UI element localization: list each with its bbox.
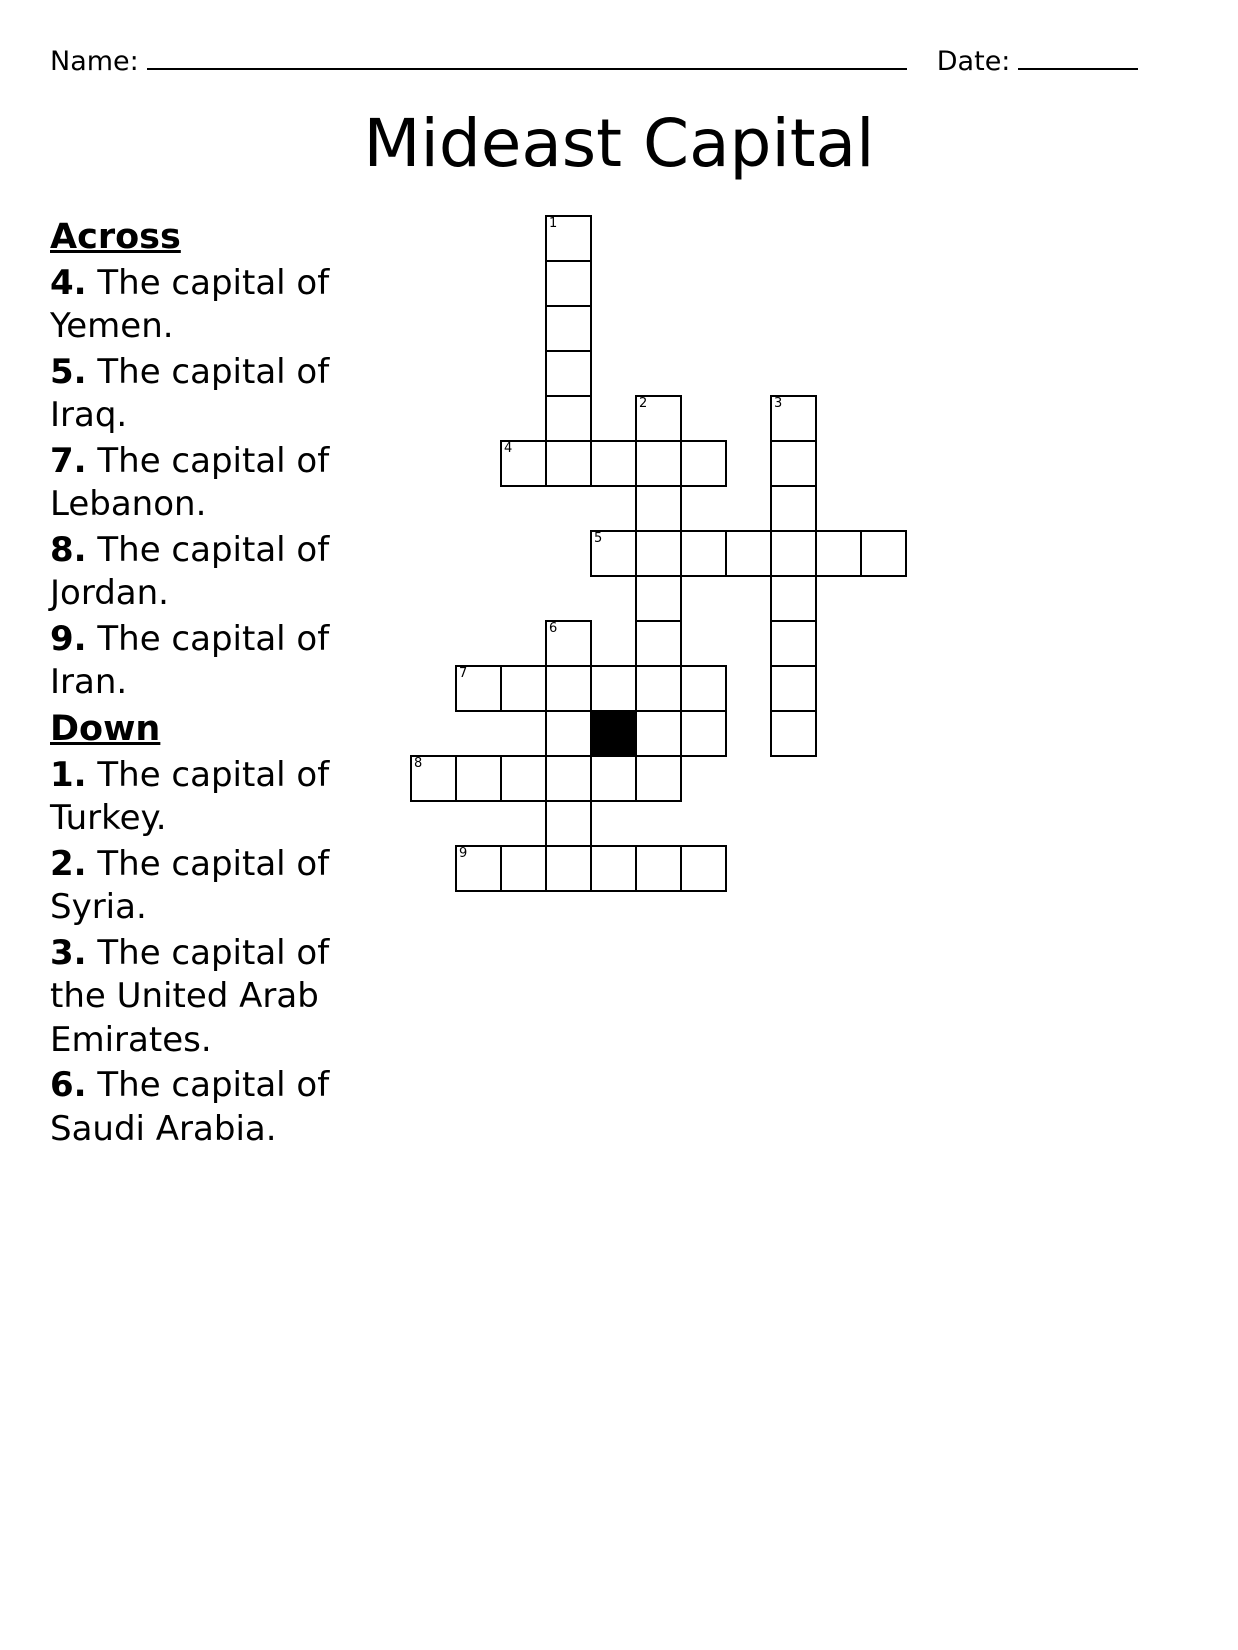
grid-cell-number: 8 bbox=[414, 756, 423, 771]
grid-cell[interactable] bbox=[545, 395, 592, 442]
grid-cell[interactable] bbox=[635, 620, 682, 667]
grid-cell[interactable] bbox=[590, 440, 637, 487]
clue-text: The capital of Saudi Arabia. bbox=[50, 1065, 330, 1149]
grid-cell[interactable] bbox=[635, 395, 682, 442]
grid-cell[interactable] bbox=[770, 440, 817, 487]
grid-cell[interactable] bbox=[635, 845, 682, 892]
clue-text: The capital of Turkey. bbox=[50, 754, 330, 839]
grid-cell-number: 1 bbox=[549, 216, 558, 231]
date-label: Date: bbox=[936, 46, 1011, 77]
grid-cell[interactable] bbox=[725, 530, 772, 577]
grid-cell[interactable] bbox=[545, 845, 592, 892]
grid-cell[interactable] bbox=[680, 710, 727, 757]
grid-cell[interactable] bbox=[545, 215, 592, 262]
grid-cell[interactable] bbox=[680, 440, 727, 487]
clue-number: 8. bbox=[50, 529, 87, 570]
grid-cell[interactable] bbox=[410, 755, 457, 802]
grid-cell[interactable] bbox=[500, 845, 547, 892]
grid-cell[interactable] bbox=[635, 575, 682, 622]
clue-text: The capital of Iran. bbox=[50, 618, 330, 703]
clue-down-3 bbox=[50, 932, 380, 1063]
grid-cell[interactable] bbox=[455, 755, 502, 802]
worksheet-header bbox=[50, 44, 1188, 84]
down-heading: Down bbox=[50, 708, 161, 749]
clue-across-8 bbox=[50, 529, 380, 616]
grid-cell[interactable] bbox=[635, 710, 682, 757]
clue-number: 6. bbox=[50, 1065, 87, 1106]
grid-cell[interactable] bbox=[680, 665, 727, 712]
grid-cell[interactable] bbox=[545, 350, 592, 397]
grid-cell[interactable] bbox=[455, 665, 502, 712]
name-input-line[interactable] bbox=[147, 44, 907, 70]
grid-cell-number: 3 bbox=[774, 396, 783, 411]
grid-cell[interactable] bbox=[635, 485, 682, 532]
grid-cell[interactable] bbox=[545, 305, 592, 352]
clue-across-5 bbox=[50, 351, 380, 438]
clue-number: 9. bbox=[50, 618, 87, 659]
grid-cell[interactable] bbox=[635, 440, 682, 487]
grid-cell[interactable] bbox=[635, 755, 682, 802]
clue-across-7 bbox=[50, 440, 380, 527]
grid-cell[interactable] bbox=[545, 800, 592, 847]
clue-text: The capital of Jordan. bbox=[50, 529, 330, 614]
clue-number: 7. bbox=[50, 440, 87, 481]
grid-cell[interactable] bbox=[770, 485, 817, 532]
grid-cell[interactable] bbox=[770, 575, 817, 622]
clue-text: The capital of the United Arab Emirates. bbox=[50, 932, 330, 1060]
grid-cell[interactable] bbox=[500, 665, 547, 712]
grid-cell-number: 7 bbox=[459, 666, 468, 681]
grid-cell[interactable] bbox=[860, 530, 907, 577]
grid-cell[interactable] bbox=[680, 845, 727, 892]
grid-cell[interactable] bbox=[545, 755, 592, 802]
grid-block-cell bbox=[590, 710, 637, 757]
clue-across-9 bbox=[50, 618, 380, 705]
grid-cell-number: 2 bbox=[639, 396, 648, 411]
grid-cell-number: 9 bbox=[459, 846, 468, 861]
page-title: Mideast Capital bbox=[363, 105, 875, 182]
grid-cell[interactable] bbox=[590, 665, 637, 712]
grid-cell-number: 5 bbox=[594, 531, 603, 546]
clue-list bbox=[50, 215, 380, 1153]
grid-cell[interactable] bbox=[500, 755, 547, 802]
clue-text: The capital of Syria. bbox=[50, 843, 330, 928]
clue-number: 4. bbox=[50, 262, 87, 303]
grid-cell[interactable] bbox=[680, 530, 727, 577]
grid-cell[interactable] bbox=[770, 620, 817, 667]
clue-number: 5. bbox=[50, 351, 87, 392]
clue-down-2 bbox=[50, 843, 380, 930]
clue-down-1 bbox=[50, 754, 380, 841]
clue-number: 3. bbox=[50, 932, 87, 973]
grid-cell[interactable] bbox=[770, 710, 817, 757]
grid-cell[interactable] bbox=[590, 845, 637, 892]
clue-down-6 bbox=[50, 1064, 380, 1151]
grid-cell[interactable] bbox=[545, 260, 592, 307]
grid-cell-number: 6 bbox=[549, 621, 558, 636]
grid-cell[interactable] bbox=[500, 440, 547, 487]
grid-cell[interactable] bbox=[545, 620, 592, 667]
grid-cell-number: 4 bbox=[504, 441, 513, 456]
clue-text: The capital of Yemen. bbox=[50, 262, 330, 347]
clue-text: The capital of Lebanon. bbox=[50, 440, 330, 525]
across-heading: Across bbox=[50, 217, 181, 257]
grid-cell[interactable] bbox=[545, 710, 592, 757]
date-input-line[interactable] bbox=[1018, 44, 1138, 70]
name-label: Name: bbox=[50, 46, 139, 77]
crossword-grid[interactable] bbox=[410, 215, 970, 955]
clue-across-4 bbox=[50, 262, 380, 349]
grid-cell[interactable] bbox=[545, 665, 592, 712]
grid-cell[interactable] bbox=[635, 665, 682, 712]
grid-cell[interactable] bbox=[455, 845, 502, 892]
grid-cell[interactable] bbox=[815, 530, 862, 577]
grid-cell[interactable] bbox=[770, 665, 817, 712]
grid-cell[interactable] bbox=[770, 395, 817, 442]
grid-cell[interactable] bbox=[635, 530, 682, 577]
grid-cell[interactable] bbox=[590, 530, 637, 577]
clue-text: The capital of Iraq. bbox=[50, 351, 330, 436]
clue-number: 2. bbox=[50, 843, 87, 884]
grid-cell[interactable] bbox=[545, 440, 592, 487]
grid-cell[interactable] bbox=[590, 755, 637, 802]
clue-number: 1. bbox=[50, 754, 87, 795]
grid-cell[interactable] bbox=[770, 530, 817, 577]
